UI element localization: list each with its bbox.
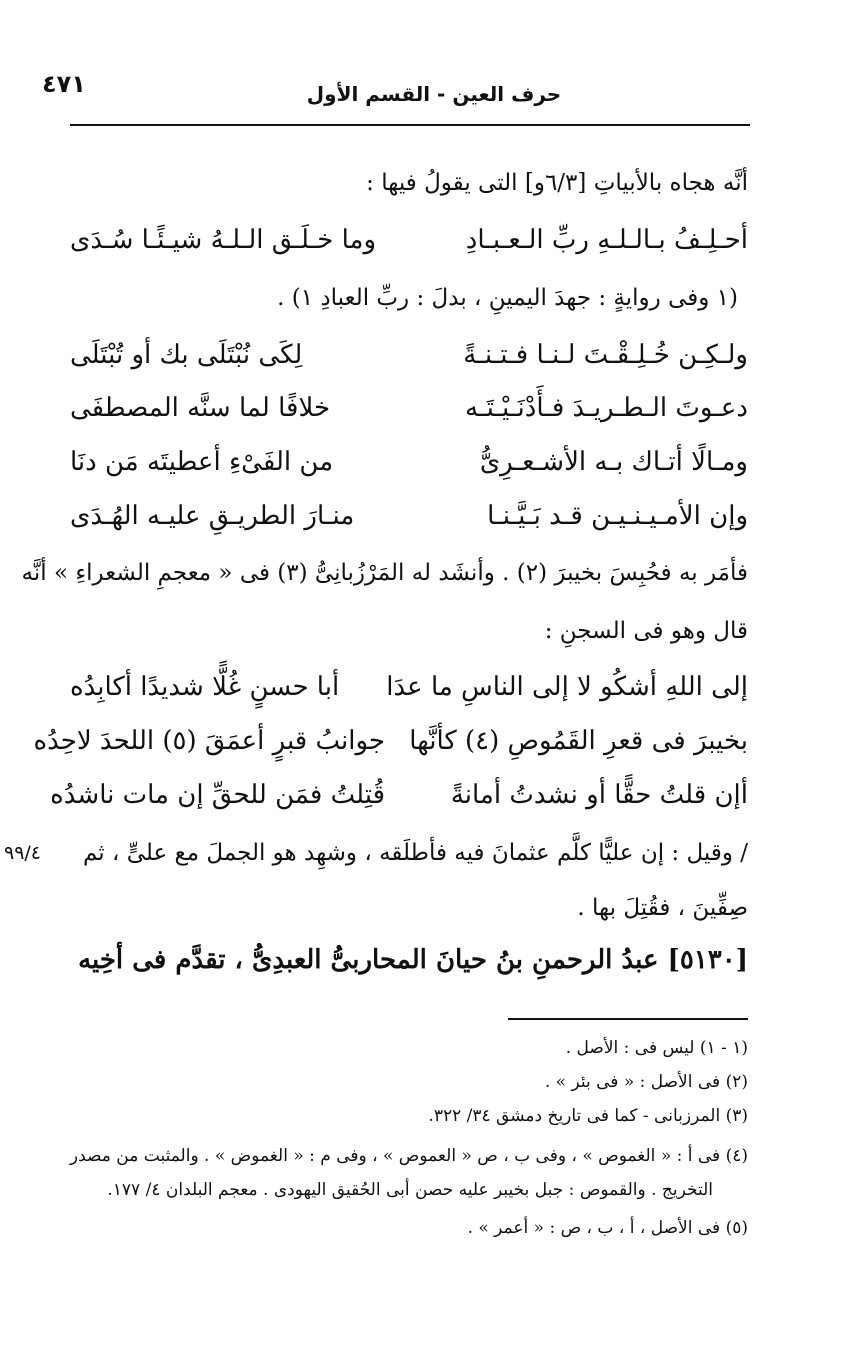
verse-first-hemistich: بخيبرَ فى قعرِ القَمُوصِ (٤) كأنَّها [409,726,748,756]
verse-first-hemistich: ولـكِـن خُـلِـقْـتَ لـنـا فـتـنـةً [463,340,748,370]
verse-first-hemistich: وإن الأمـيـنـيـن قـد بَـيَّـنـا [487,501,748,531]
header-rule [70,124,750,126]
verse-second-hemistich: لِكَى نُبْتَلَى بك أو تُبْتَلَى [70,340,303,370]
entry-heading: [٥١٣٠] عبدُ الرحمنِ بنُ حيانَ المحاربىُّ العبدِىُّ ، تقدَّم فى أخِيه [78,945,748,975]
verse-second-hemistich: منـارَ الطريـقِ عليـه الهُـدَى [70,501,355,531]
verse-second-hemistich: جوانبُ قبرٍ أعمَقَ (٥) اللحدَ لاحِدُه [33,726,385,756]
running-header-title: حرف العين - القسم الأول [306,82,562,106]
footnote-continuation: التخريج . والقموص : جبل بخيبر عليه حصن أبى الحُقيق اليهودى . معجم البلدان ٤/ ١٧٧. [107,1180,713,1200]
verse-second-hemistich: وما خـلَـق الـلـهُ شيـئًـا سُـدَى [70,225,377,255]
verse-line [70,393,748,433]
verse-second-hemistich: من الفَىْءِ أعطيتَه مَن دنَا [70,447,334,477]
variant-reading-note: (١ وفى روايةٍ : جهدَ اليمينِ ، بدلَ : ربِّ العبادِ ١) . [277,285,738,311]
narration-line: قال وهو فى السجنِ : [544,618,748,644]
verse-second-hemistich: قُتِلتُ فمَن للحقِّ إن مات ناشدُه [50,780,385,810]
page-number: ٤٧١ [42,70,86,98]
footnote: (٥) فى الأصل ، أ ، ب ، ص : « أعمر » . [467,1218,748,1238]
footnote-rule [508,1018,748,1020]
verse-second-hemistich: خلافًا لما سنَّه المصطفَى [70,393,331,423]
footnote: (٤) فى أ : « الغموص » ، وفى ب ، ص « العموص » ، وفى م : « الغموض » . والمثبت من مصدر [69,1146,748,1166]
narration-line: فأمَر به فحُبِسَ بخيبرَ (٢) . وأنشَد له المَرْزُبانِىُّ (٣) فى « معجمِ الشعراءِ » أنَّه [21,560,748,586]
footnote: (١ - ١) ليس فى : الأصل . [565,1038,748,1058]
verse-second-hemistich: أبا حسنٍ غُلًّا شديدًا أكابِدُه [70,672,340,702]
verse-line [50,780,748,820]
closing-line: / وقيل : إن عليًّا كلَّم عثمانَ فيه فأطلَقه ، وشهِد هو الجملَ مع علىٍّ ، ثم [82,840,748,866]
verse-first-hemistich: أحـلِـفُ بـالـلـهِ ربِّ الـعـبـادِ [465,225,748,255]
verse-first-hemistich: إلى اللهِ أشكُو لا إلى الناسِ ما عدَا [386,672,748,702]
verse-first-hemistich: دعـوتَ الـطـريـدَ فـأَدْنَـيْـتَـه [465,393,748,423]
margin-reference: ٩٩/٤ [4,842,42,864]
intro-line: أنَّه هجاه بالأبياتِ [٦/٣و] التى يقولُ فيها : [366,170,748,196]
verse-line [33,726,748,766]
verse-line [70,447,748,487]
closing-line: صِفِّينَ ، فقُتِلَ بها . [577,895,748,921]
footnote: (٢) فى الأصل : « فى بئر » . [544,1072,748,1092]
footnote: (٣) المرزبانى - كما فى تاريخ دمشق ٣٤/ ٣٢٢. [428,1106,748,1126]
verse-line [70,225,748,265]
verse-line [70,672,748,712]
verse-first-hemistich: ومـالًا أتـاك بـه الأشـعـرِىُّ [479,447,748,477]
verse-line [70,340,748,380]
verse-first-hemistich: أإن قلتُ حقًّا أو نشدتُ أمانةً [450,780,748,810]
verse-line [70,501,748,541]
